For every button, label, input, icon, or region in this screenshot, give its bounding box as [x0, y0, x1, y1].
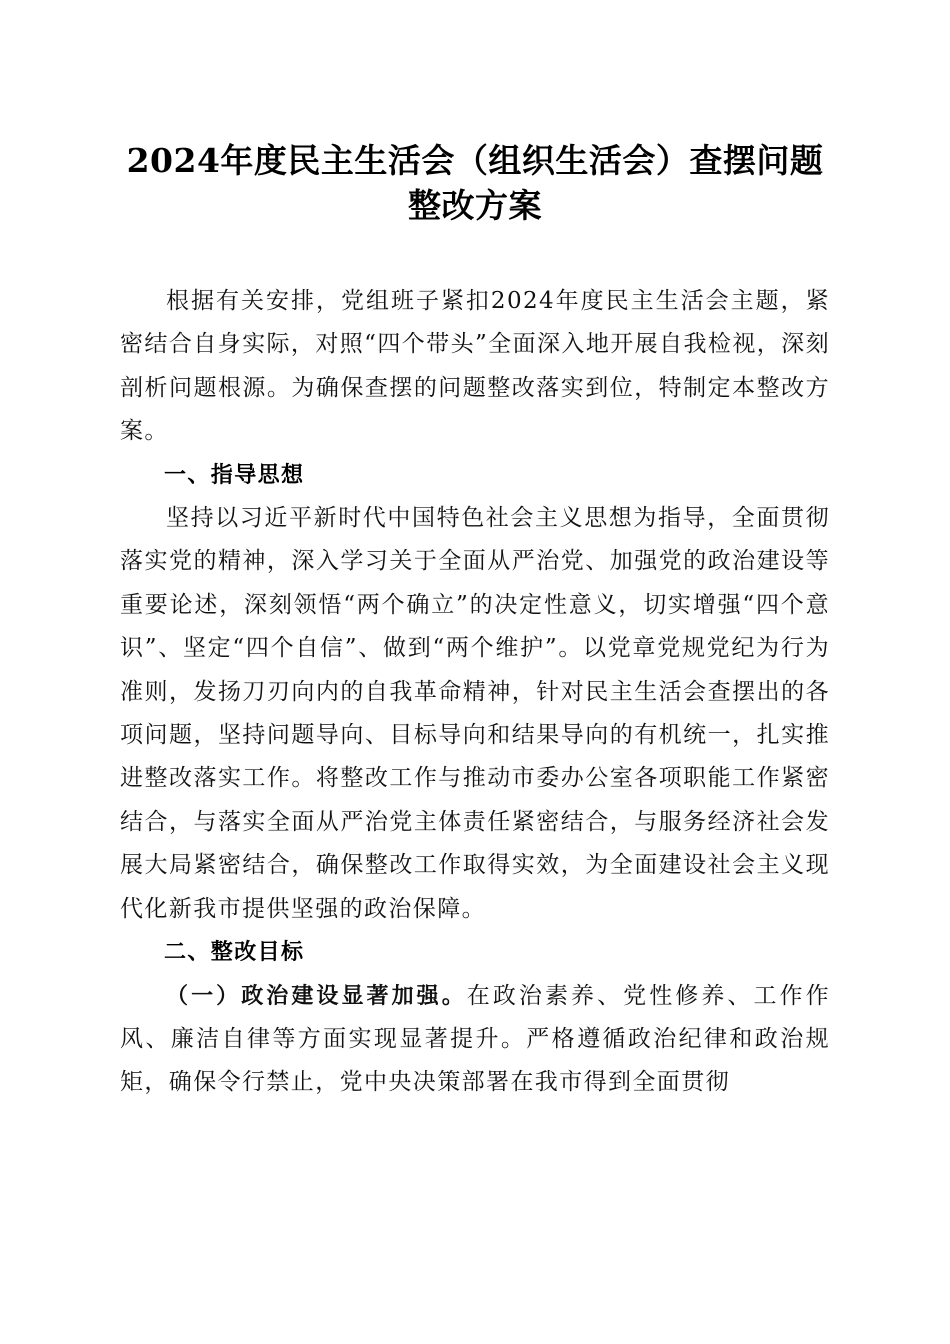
- goal-political-construction-text: 在政治素养、党性修养、工作作风、廉洁自律等方面实现显著提升。严格遵循政治纪律和政治规矩，确保令行禁止，党中央决策部署在我市得到全面贯彻: [120, 982, 830, 1096]
- document-body: [120, 280, 830, 1105]
- goal-political-construction-paragraph: [120, 975, 830, 1105]
- goal-political-construction-lead: （一）政治建设显著加强。: [166, 983, 467, 1009]
- section-heading-guiding-ideology: 一、指导思想: [164, 462, 305, 488]
- document-title: 2024年度民主生活会（组织生活会）查摆问题整改方案: [126, 141, 824, 225]
- section-heading-rectification-goals: 二、整改目标: [164, 940, 305, 966]
- guiding-ideology-paragraph: 坚持以习近平新时代中国特色社会主义思想为指导，全面贯彻落实党的精神，深入学习关于全面从严治党、加强党的政治建设等重要论述，深刻领悟“两个确立”的决定性意义，切实增强“四个意识”、坚定“四个自信”、做到“两个维护”。以党章党规党纪为行为准则，发扬刀刃向内的自我革命精神，针对民主生活会查摆出的各项问题，坚持问题导向、目标导向和结果导向的有机统一，扎实推进整改落实工作。将整改工作与推动市委办公室各项职能工作紧密结合，与落实全面从严治党主体责任紧密结合，与服务经济社会发展大局紧密结合，确保整改工作取得实效，为全面建设社会主义现代化新我市提供坚强的政治保障。: [120, 505, 830, 922]
- intro-paragraph: 根据有关安排，党组班子紧扣2024年度民主生活会主题，紧密结合自身实际，对照“四个带头”全面深入地开展自我检视，深刻剖析问题根源。为确保查摆的问题整改落实到位，特制定本整改方案。: [120, 288, 830, 445]
